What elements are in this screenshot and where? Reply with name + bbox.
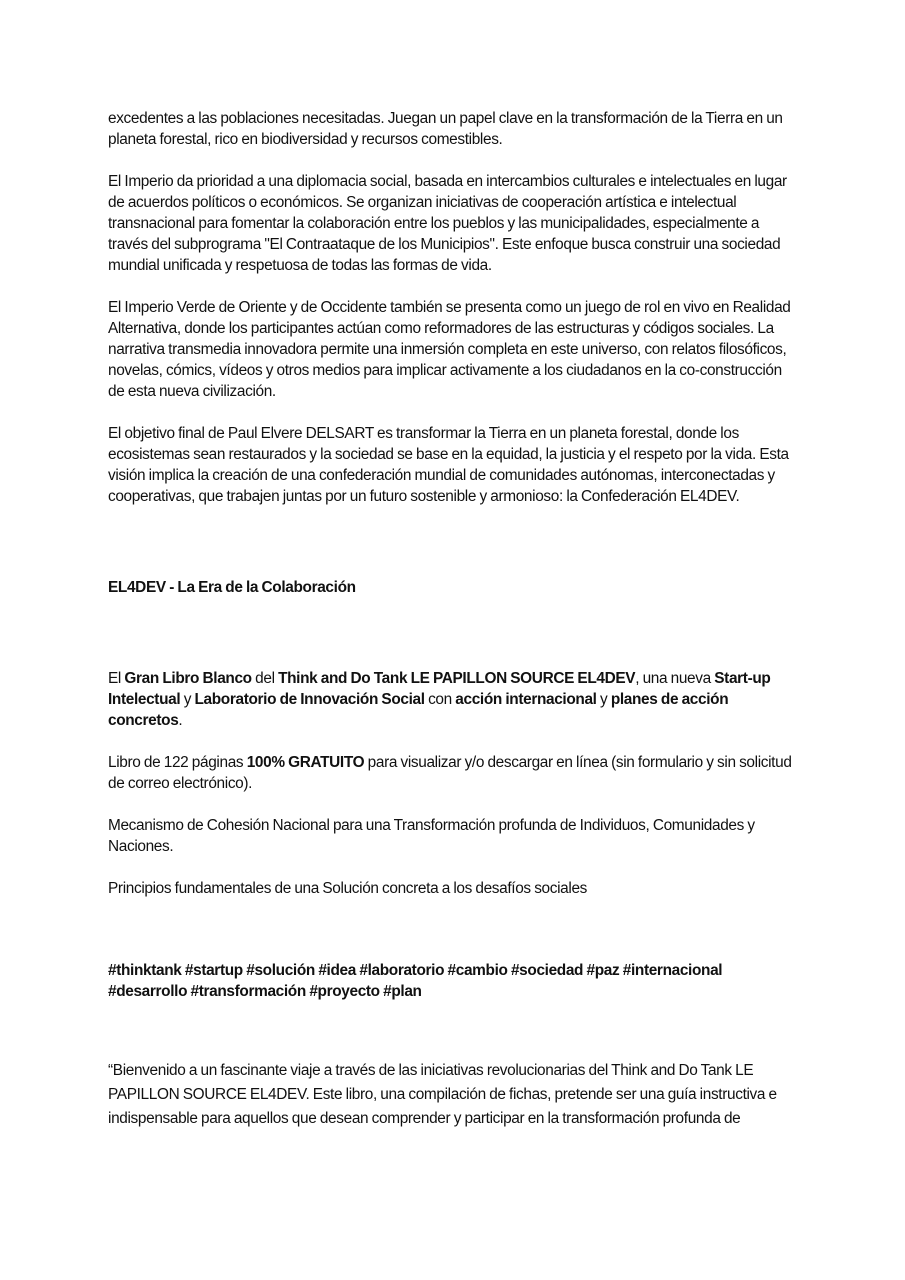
paragraph-welcome-quote: “Bienvenido a un fascinante viaje a través de las iniciativas revolucionarias del Think and Do Tank LE PAPILLON SOURCE EL4DEV. Este libro, una compilación de fichas, pretende ser una guía instructiva e indispensable para aquellos que desean comprender y participar en la transformación profunda de [108,1062,777,1127]
paragraph-free-book [108,752,798,794]
spacer [108,1002,798,1059]
paragraph-role-play: El Imperio Verde de Oriente y de Occidente también se presenta como un juego de rol en vivo en Realidad Alternativa, donde los participantes actúan como reformadores de las estructuras y códigos sociales. La narrativa transmedia innovadora permite una inmersión completa en este universo, con relatos filosóficos, novelas, cómics, vídeos y otros medios para implicar activamente a los ciudadanos en la co-construcción de esta nueva civilización. [108,299,791,400]
spacer [108,794,798,815]
intro-text: El [108,670,125,687]
paragraph-cohesion-mechanism: Mecanismo de Cohesión Nacional para una Transformación profunda de Individuos, Comunidades y Naciones. [108,817,755,855]
paragraph-final-objective: El objetivo final de Paul Elvere DELSART es transformar la Tierra en un planeta forestal, donde los ecosistemas sean restaurados y la sociedad se base en la equidad, la justicia y el respeto por la vida. Esta visión implica la creación de una confederación mundial de comunidades autónomas, interconectadas y cooperativas, que trabajen juntas por un futuro sostenible y armonioso: la Confederación EL4DEV. [108,425,789,505]
intro-bold-white-book: Gran Libro Blanco [124,670,252,687]
paragraph-principles: Principios fundamentales de una Solución concreta a los desafíos sociales [108,880,587,897]
intro-bold-think-tank: Think and Do Tank LE PAPILLON SOURCE EL4DEV [278,670,636,687]
intro-bold-startup: Start-up Intelectual [108,670,771,708]
intro-text: y [180,691,195,708]
spacer [108,598,798,668]
intro-text: y [596,691,611,708]
intro-text: , una nueva [635,670,715,687]
book-bold-free: 100% GRATUITO [246,754,365,771]
intro-text: con [424,691,456,708]
intro-text: . [178,712,183,729]
section-heading: EL4DEV - La Era de la Colaboración [108,579,356,596]
spacer [108,731,798,752]
spacer [108,857,798,878]
intro-text: del [251,670,279,687]
paragraph-forest-planet: excedentes a las poblaciones necesitadas. Juegan un papel clave en la transformación de la Tierra en un planeta forestal, rico en biodiversidad y recursos comestibles. [108,110,783,148]
spacer [108,899,798,960]
hashtags: #thinktank #startup #solución #idea #laboratorio #cambio #sociedad #paz #internacional #desarrollo #transformación #proyecto #plan [108,962,723,1000]
intro-bold-action-plans: planes de acción concretos [108,691,729,729]
book-text: Libro de 122 páginas [108,754,247,771]
document-page [108,108,798,1131]
intro-bold-laboratory: Laboratorio de Innovación Social [194,691,425,708]
spacer [108,507,798,577]
intro-bold-international-action: acción internacional [455,691,597,708]
spacer [108,402,798,423]
book-text: para visualizar y/o descargar en línea (sin formulario y sin solicitud de correo electrónico). [108,754,792,792]
spacer [108,150,798,171]
paragraph-social-diplomacy: El Imperio da prioridad a una diplomacia social, basada en intercambios culturales e intelectuales en lugar de acuerdos políticos o económicos. Se organizan iniciativas de cooperación artística e intelectual transnacional para fomentar la colaboración entre los pueblos y las municipalidades, especialmente a través del subprograma "El Contraataque de los Municipios". Este enfoque busca construir una sociedad mundial unificada y respetuosa de todas las formas de vida. [108,173,787,274]
paragraph-white-book-intro [108,668,798,731]
spacer [108,276,798,297]
